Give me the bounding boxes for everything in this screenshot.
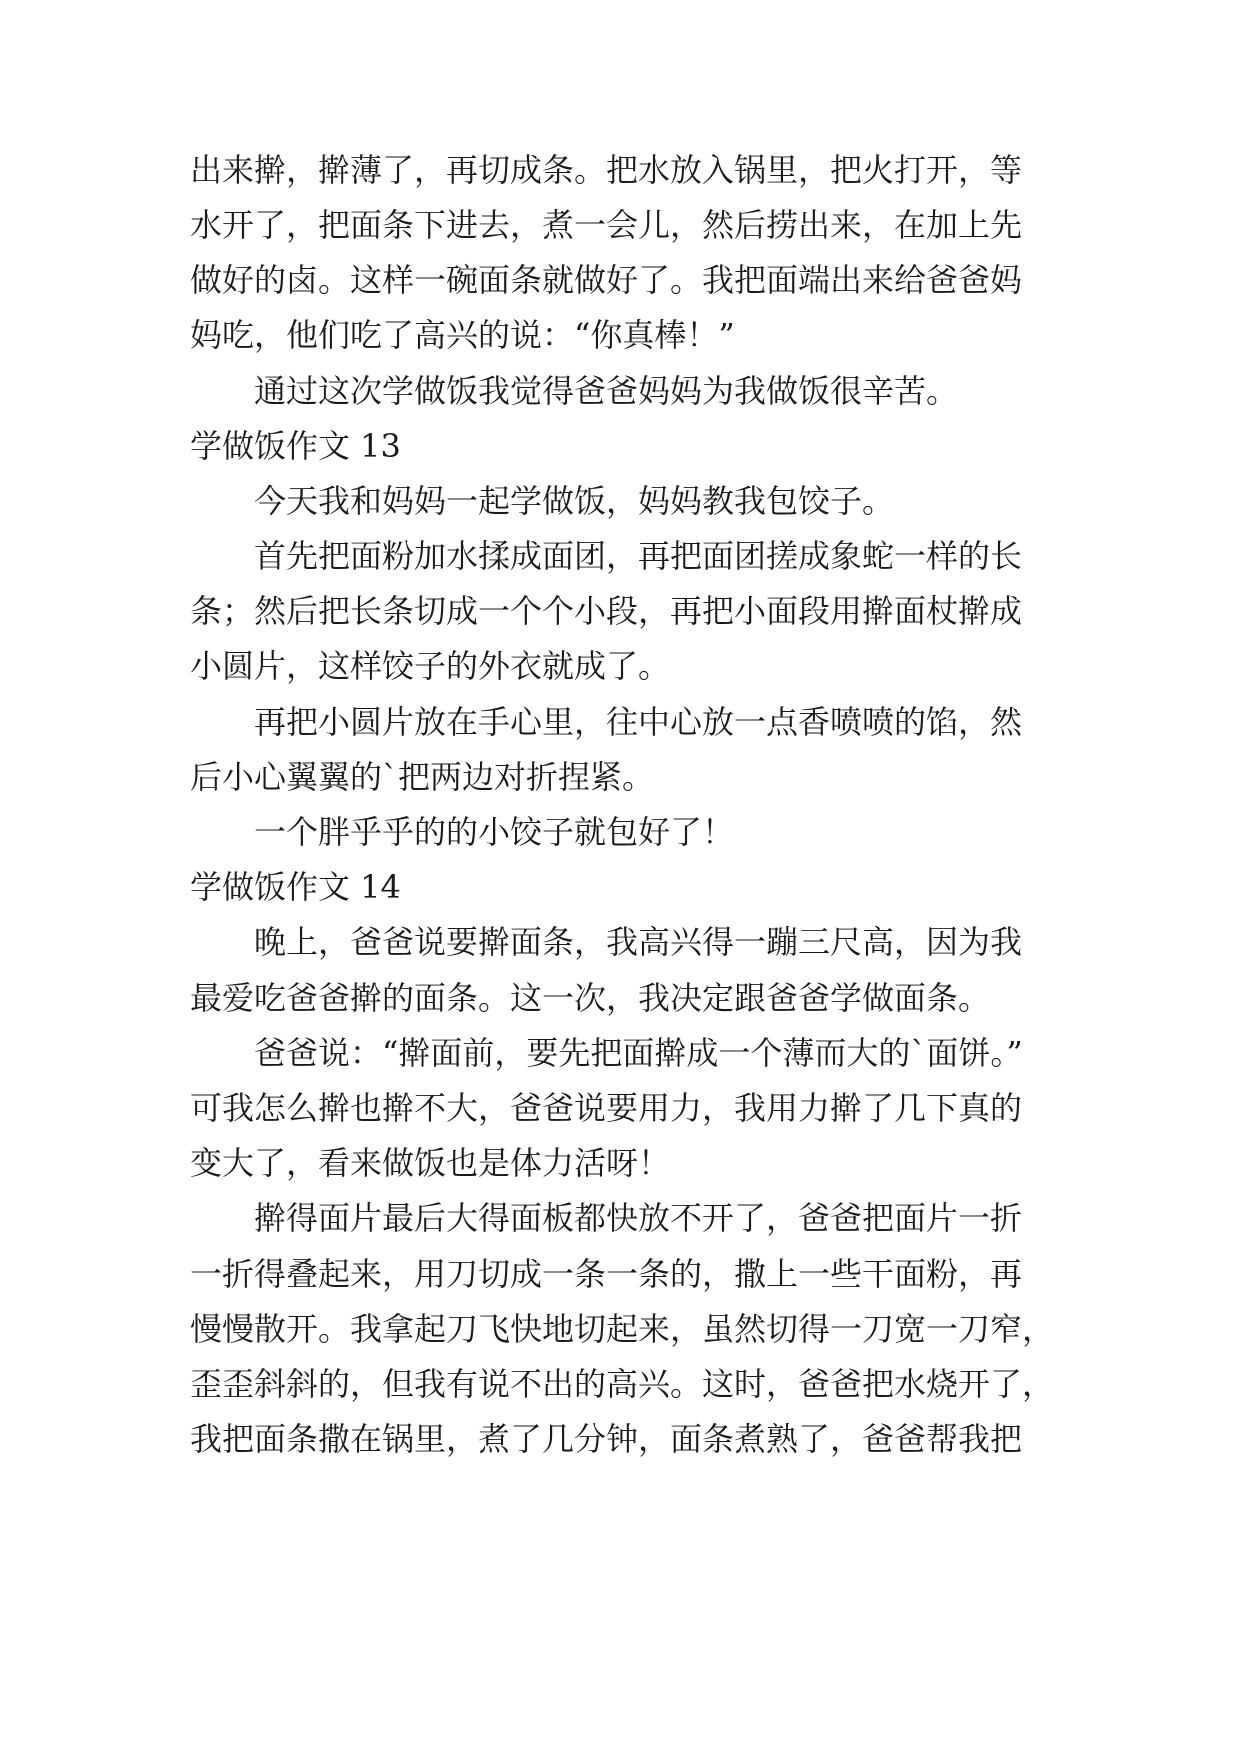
paragraph-line: 最爱吃爸爸擀的面条。这一次，我决定跟爸爸学做面条。 xyxy=(190,979,991,1017)
paragraph-line: 爸爸说：“擀面前，要先把面擀成一个薄而大的`面饼。” xyxy=(254,1034,1023,1072)
paragraph-line: 做好的卤。这样一碗面条就做好了。我把面端出来给爸爸妈 xyxy=(190,261,1023,299)
paragraph-line: 小圆片，这样饺子的外衣就成了。 xyxy=(190,647,671,685)
paragraph-line: 后小心翼翼的`把两边对折捏紧。 xyxy=(190,758,655,796)
paragraph-line: 歪歪斜斜的，但我有说不出的高兴。这时，爸爸把水烧开了， xyxy=(190,1365,1055,1403)
paragraph-line: 妈吃，他们吃了高兴的说：“你真棒！” xyxy=(190,316,735,354)
paragraph-line: 水开了，把面条下进去，煮一会儿，然后捞出来，在加上先 xyxy=(190,206,1023,244)
section-heading: 学做饭作文 13 xyxy=(190,427,401,465)
paragraph-line: 一折得叠起来，用刀切成一条一条的，撒上一些干面粉，再 xyxy=(190,1255,1023,1293)
paragraph-line: 通过这次学做饭我觉得爸爸妈妈为我做饭很辛苦。 xyxy=(254,372,959,410)
paragraph-line: 一个胖乎乎的的小饺子就包好了！ xyxy=(254,813,735,851)
paragraph-line: 变大了，看来做饭也是体力活呀！ xyxy=(190,1144,671,1182)
paragraph-line: 再把小圆片放在手心里，往中心放一点香喷喷的馅，然 xyxy=(254,703,1023,741)
paragraph-line: 条；然后把长条切成一个个小段，再把小面段用擀面杖擀成 xyxy=(190,592,1023,630)
paragraph-line: 我把面条撒在锅里，煮了几分钟，面条煮熟了，爸爸帮我把 xyxy=(190,1420,1023,1458)
paragraph-line: 出来擀，擀薄了，再切成条。把水放入锅里，把火打开，等 xyxy=(190,151,1023,189)
paragraph-line: 慢慢散开。我拿起刀飞快地切起来，虽然切得一刀宽一刀窄， xyxy=(190,1310,1055,1348)
section-heading: 学做饭作文 14 xyxy=(190,868,401,906)
paragraph-line: 首先把面粉加水揉成面团，再把面团搓成象蛇一样的长 xyxy=(254,537,1023,575)
paragraph-line: 晚上，爸爸说要擀面条，我高兴得一蹦三尺高，因为我 xyxy=(254,923,1023,961)
paragraph-line: 可我怎么擀也擀不大，爸爸说要用力，我用力擀了几下真的 xyxy=(190,1089,1023,1127)
paragraph-line: 今天我和妈妈一起学做饭，妈妈教我包饺子。 xyxy=(254,482,895,520)
paragraph-line: 擀得面片最后大得面板都快放不开了，爸爸把面片一折 xyxy=(254,1199,1023,1237)
